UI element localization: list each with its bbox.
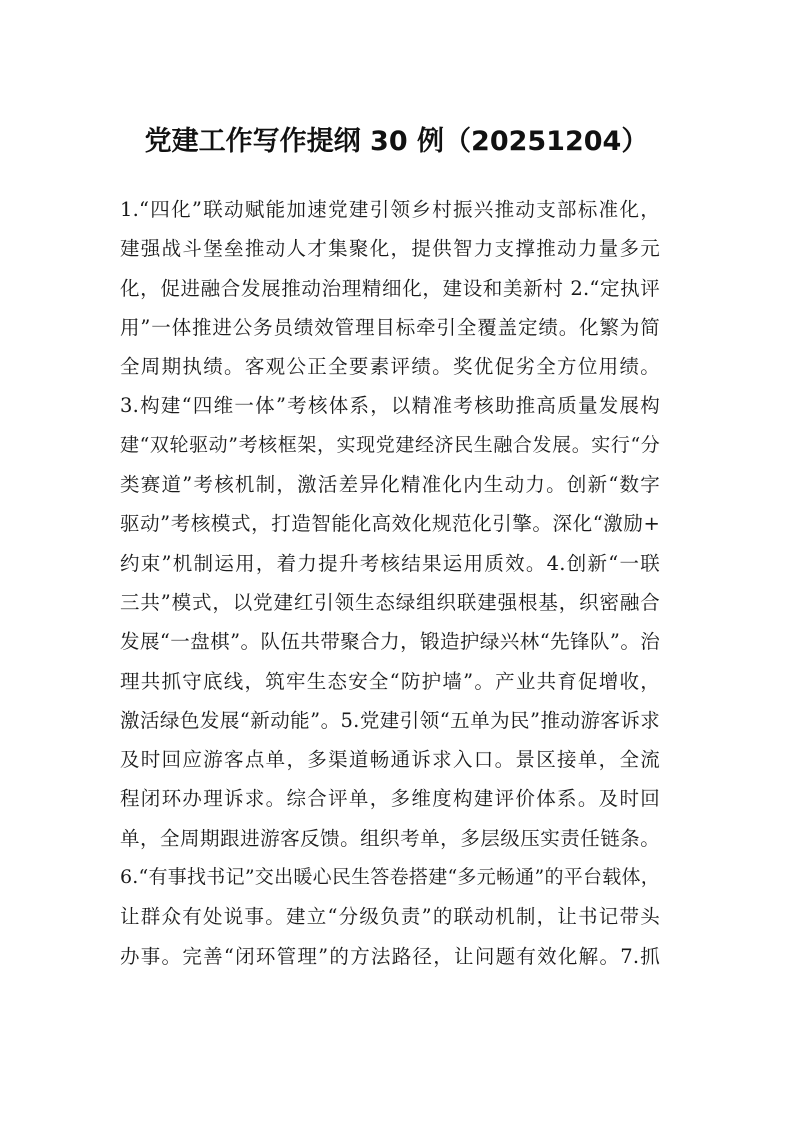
paragraph-line: 化，促进融合发展推动治理精细化，建设和美新村 2.“定执评: [120, 276, 660, 300]
paragraph-line: 1.“四化”联动赋能加速党建引领乡村振兴推动支部标准化，: [120, 198, 660, 221]
paragraph-line: 办事。完善“闭环管理”的方法路径，让问题有效化解。7.抓: [120, 944, 660, 968]
paragraph-line: 激活绿色发展“新动能”。5.党建引领“五单为民”推动游客诉求: [120, 708, 660, 732]
paragraph-line: 全周期执绩。客观公正全要素评绩。奖优促劣全方位用绩。: [120, 355, 660, 379]
paragraph-line: 及时回应游客点单，多渠道畅通诉求入口。景区接单，全流: [120, 748, 660, 772]
paragraph-line: 约束”机制运用，着力提升考核结果运用质效。4.创新“一联: [120, 551, 660, 575]
paragraph-line: 让群众有处说事。建立“分级负责”的联动机制，让书记带头: [120, 905, 660, 929]
document-title: 党建工作写作提纲 30 例（20251204）: [144, 126, 649, 157]
paragraph-line: 发展“一盘棋”。队伍共带聚合力，锻造护绿兴林“先锋队”。治: [120, 630, 660, 654]
paragraph-line: 驱动”考核模式，打造智能化高效化规范化引擎。深化“激励+: [120, 512, 660, 536]
paragraph-line: 单，全周期跟进游客反馈。组织考单，多层级压实责任链条。: [120, 826, 660, 850]
paragraph-line: 三共”模式，以党建红引领生态绿组织联建强根基，织密融合: [120, 590, 660, 614]
paragraph-line: 类赛道”考核机制，激活差异化精准化内生动力。创新“数字: [120, 473, 660, 497]
paragraph-line: 程闭环办理诉求。综合评单，多维度构建评价体系。及时回: [120, 787, 660, 811]
paragraph-line: 理共抓守底线，筑牢生态安全“防护墙”。产业共育促增收，: [120, 669, 660, 693]
paragraph-line: 建“双轮驱动”考核框架，实现党建经济民生融合发展。实行“分: [120, 433, 660, 456]
paragraph-line: 3.构建“四维一体”考核体系，以精准考核助推高质量发展构: [120, 394, 660, 418]
paragraph-line: 用”一体推进公务员绩效管理目标牵引全覆盖定绩。化繁为简: [120, 315, 660, 339]
paragraph-line: 6.“有事找书记”交出暖心民生答卷搭建“多元畅通”的平台载体，: [120, 866, 660, 889]
paragraph-line: 建强战斗堡垒推动人才集聚化，提供智力支撑推动力量多元: [120, 237, 660, 261]
document-body: [120, 190, 660, 976]
